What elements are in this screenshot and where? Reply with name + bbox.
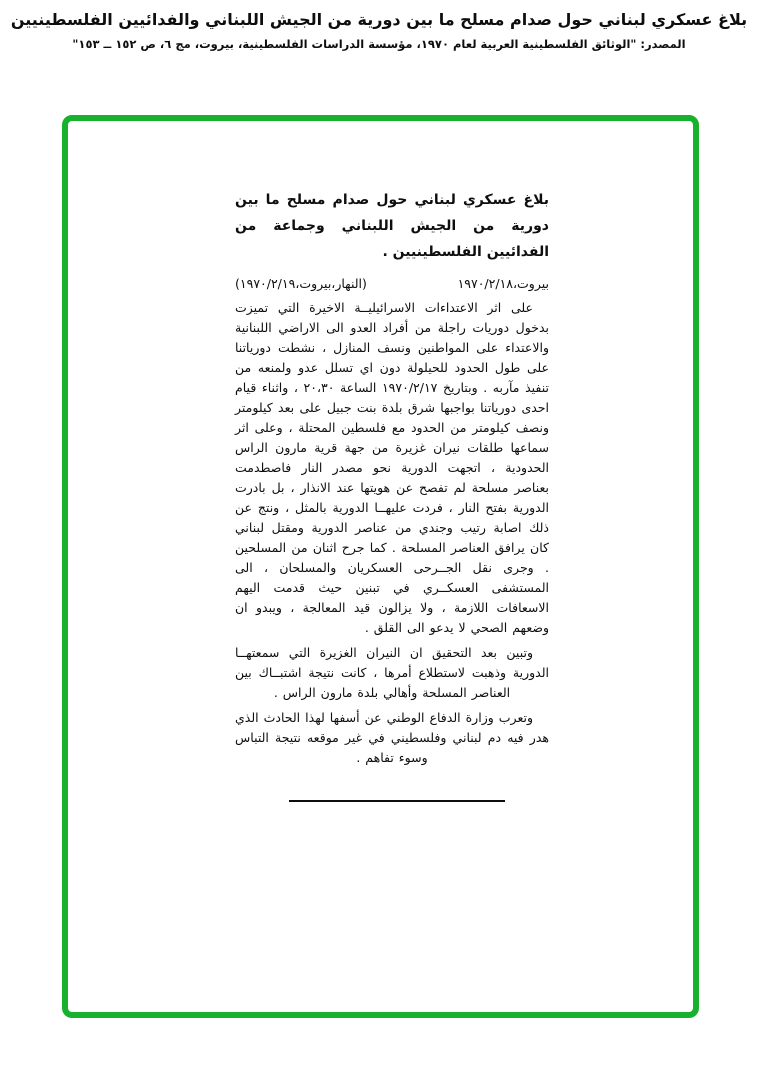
document-title: بلاغ عسكري لبناني حول صدام مسلح ما بين دورية من الجيش اللبناني وجماعة من الفدائيين الفلسطينيين . [235,192,549,260]
dateline [235,275,549,293]
page-title: بلاغ عسكري لبناني حول صدام مسلح ما بين دورية من الجيش اللبناني والفدائيين الفلسطينيين [10,10,748,29]
end-divider [289,800,505,802]
paragraph-investigation-result: وتبين بعد التحقيق ان النيران الغزيرة التي سمعتهــا الدورية وذهبت لاستطلاع أمرها ، كانت نتيجة اشتبــاك بين العناصر المسلحة وأهالي بلدة مارون الراس . [235,645,549,700]
document-frame [62,115,699,1018]
source-citation: المصدر: "الوثائق الفلسطينية العربية لعام ١٩٧٠، مؤسسة الدراسات الفلسطينية، بيروت، مج ٦، ص ١٥٢ ــ ١٥٣" [72,37,686,51]
dateline-place-date: بيروت،١٩٧٠/٢/١٨ [457,276,549,291]
page-header [0,0,758,52]
paragraph-incident-report: على اثر الاعتداءات الاسرائيليــة الاخيرة التي تميزت بدخول دوريات راجلة من أفراد العدو الى الاراضي اللبنانية والاعتداء على المواطنين ونسف المنازل ، نشطت دورياتنا على طول الحدود للحيلولة دون اي تسلل عدو ولمنعه من تنفيذ مآربه . وبتاريخ ١٩٧٠/٢/١٧ الساعة ٢٠،٣٠ ، واثناء قيام احدى دورياتنا بواجبها شرق بلدة بنت جبيل على بعد كيلومتر ونصف كيلومتر من الحدود مع فلسطين المحتلة ، وعلى اثر سماعها طلقات نيران غزيرة من جهة قرية مارون الراس الحدودية ، اتجهت الدورية نحو مصدر النار فاصطدمت بعناصر مسلحة لم تفصح عن هويتها عند الانذار ، بل بادرت الدورية بفتح النار ، فردت عليهــا الدورية بالمثل ، ونتج عن ذلك اصابة رتيب وجندي من عناصر الدورية ومقتل لبناني كان يرافق العناصر المسلحة . كما جرح اثنان من المسلحين . وجرى نقل الجــرحى العسكريان والمسلحان ، الى المستشفى العسكــري في تبنين حيث قدمت اليهم الاسعافات اللازمة ، ولا يزالون قيد المعالجة ، ويبدو ان وضعهم الصحي لا يدعو الى القلق . [235,300,549,635]
paragraph-ministry-regret: وتعرب وزارة الدفاع الوطني عن أسفها لهذا الحادث الذي هدر فيه دم لبناني وفلسطيني في غير موقعه نتيجة التباس وسوء تفاهم . [235,710,549,765]
document-scan [235,187,549,802]
dateline-newspaper-ref: (النهار،بيروت،١٩٧٠/٢/١٩) [235,276,367,291]
